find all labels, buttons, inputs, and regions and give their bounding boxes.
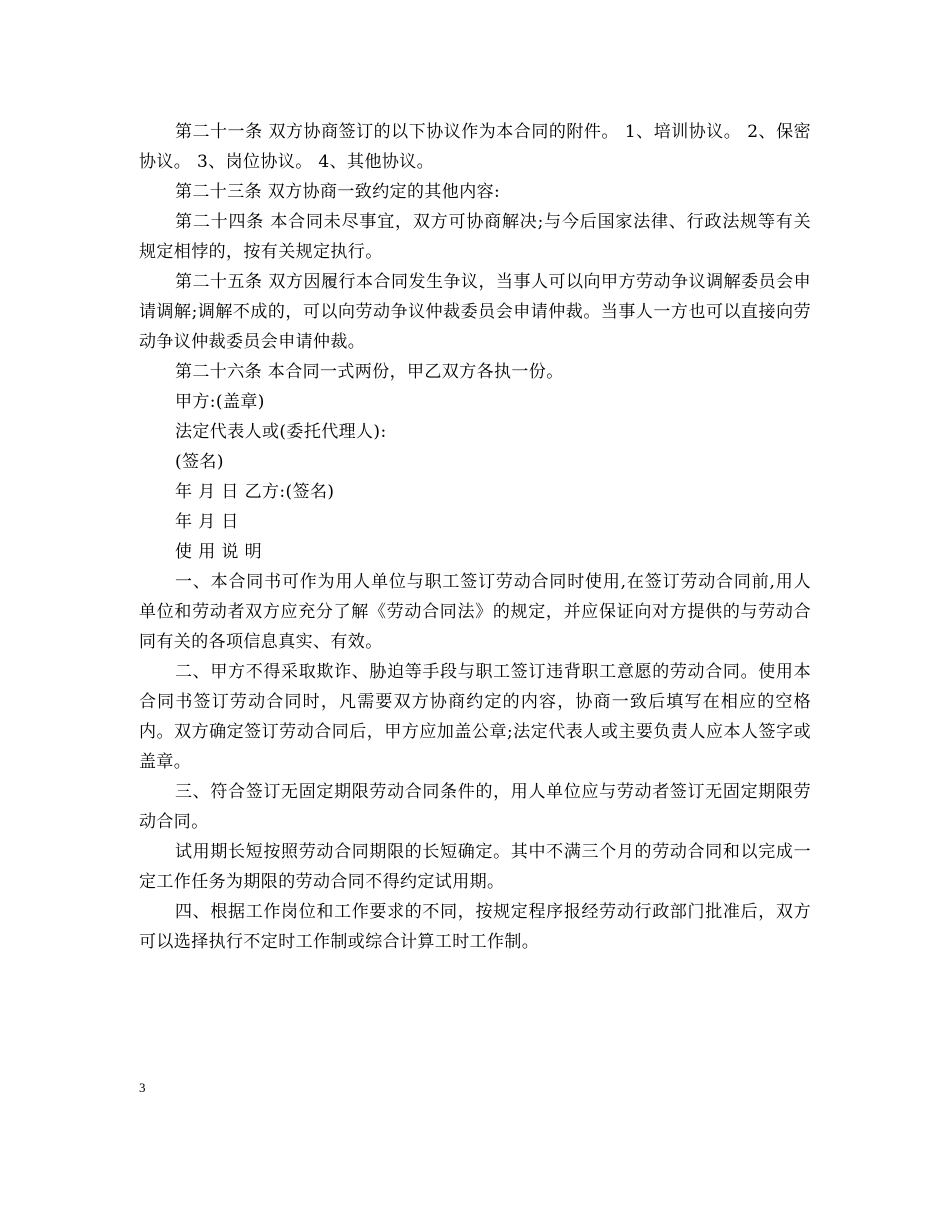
date-party-b-signature-line: 年 月 日 乙方:(签名) <box>175 482 335 502</box>
paragraph-article-23-other-terms: 第二十三条 双方协商一致约定的其他内容: <box>175 182 501 202</box>
paragraph-article-26-copies: 第二十六条 本合同一式两份，甲乙双方各执一份。 <box>175 362 564 382</box>
date-line: 年 月 日 <box>175 512 239 532</box>
instructions-heading: 使 用 说 明 <box>175 542 263 562</box>
party-a-seal-line: 甲方:(盖章) <box>175 392 265 412</box>
instruction-item-1: 一、本合同书可作为用人单位与职工签订劳动合同时使用,在签订劳动合同前,用人单位和劳动者双方应充分了解《劳动合同法》的规定，并应保证向对方提供的与劳动合同有关的各项信息真实、有效。 <box>139 572 811 652</box>
legal-representative-line: 法定代表人或(委托代理人): <box>175 422 387 442</box>
paragraph-article-25-disputes: 第二十五条 双方因履行本合同发生争议，当事人可以向甲方劳动争议调解委员会申请调解;调解不成的，可以向劳动争议仲裁委员会申请仲裁。当事人一方也可以直接向劳动争议仲裁委员会申请仲裁。 <box>139 272 811 352</box>
paragraph-article-24-unresolved-matters: 第二十四条 本合同未尽事宜，双方可协商解决;与今后国家法律、行政法规等有关规定相悖的，按有关规定执行。 <box>139 212 811 262</box>
instruction-item-2: 二、甲方不得采取欺诈、胁迫等手段与职工签订违背职工意愿的劳动合同。使用本合同书签订劳动合同时，凡需要双方协商约定的内容，协商一致后填写在相应的空格内。双方确定签订劳动合同后，甲方应加盖公章;法定代表人或主要负责人应本人签字或盖章。 <box>139 662 811 772</box>
page-number: 3 <box>139 1080 146 1095</box>
signature-line: (签名) <box>175 452 224 472</box>
probation-period-note: 试用期长短按照劳动合同期限的长短确定。其中不满三个月的劳动合同和以完成一定工作任务为期限的劳动合同不得约定试用期。 <box>139 842 811 892</box>
document-body <box>139 117 811 957</box>
instruction-item-4: 四、根据工作岗位和工作要求的不同，按规定程序报经劳动行政部门批准后，双方可以选择执行不定时工作制或综合计算工时工作制。 <box>139 902 811 952</box>
instruction-item-3: 三、符合签订无固定期限劳动合同条件的，用人单位应与劳动者签订无固定期限劳动合同。 <box>139 782 811 832</box>
paragraph-article-21-attachments: 第二十一条 双方协商签订的以下协议作为本合同的附件。 1、培训协议。 2、保密协议。 3、岗位协议。 4、其他协议。 <box>139 122 811 172</box>
